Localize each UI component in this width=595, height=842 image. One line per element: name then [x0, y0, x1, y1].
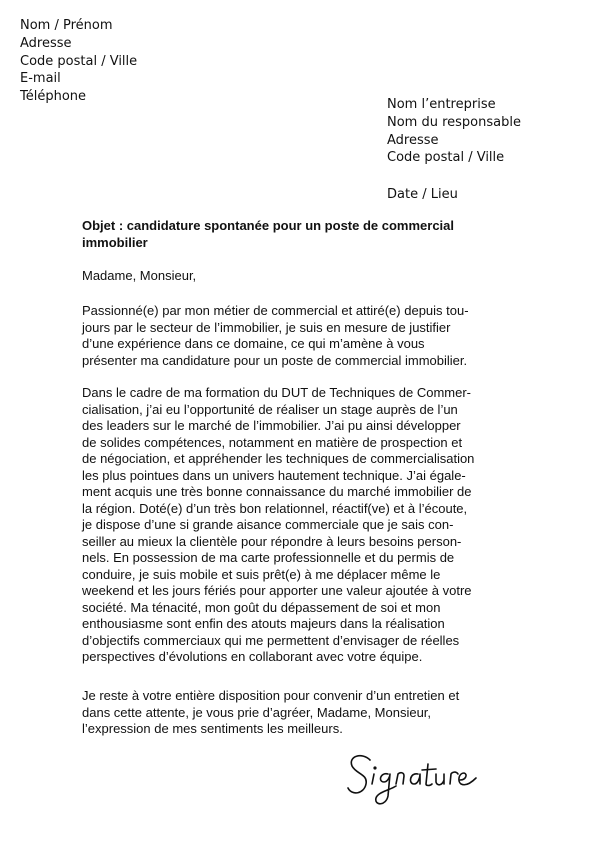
paragraph-line: société. Ma ténacité, mon goût du dépassement de soi et mon [82, 599, 441, 615]
paragraph-line: jours par le secteur de l’immobilier, je suis en mesure de justifier [82, 319, 451, 335]
handwritten-signature [344, 744, 494, 810]
subject-line-2: immobilier [82, 234, 148, 250]
recipient-postal-city: Code postal / Ville [387, 150, 505, 166]
paragraph-line: conduire, je suis mobile et suis prêt(e) à me déplacer même le [82, 566, 441, 582]
paragraph-line: weekend et les jours fériés pour apporter une valeur ajoutée à votre [82, 583, 472, 598]
paragraph-line: nels. En possession de ma carte professionnelle et du permis de [82, 550, 455, 565]
date-place: Date / Lieu [387, 187, 458, 202]
subject-line-1: Objet : candidature spontanée pour un poste de commercial [82, 218, 455, 233]
paragraph-line: seiller au mieux la clientèle pour répondre à leurs besoins person- [82, 533, 462, 549]
paragraph-line: les plus pointues dans un univers hautement technique. J’ai égale- [82, 467, 466, 483]
sender-name: Nom / Prénom [20, 18, 113, 33]
paragraph-line: perspectives d’évolutions en collaborant avec votre équipe. [82, 649, 423, 664]
recipient-block [387, 96, 521, 167]
paragraph-line: ment acquis une très bonne connaissance du marché immobilier de [82, 484, 472, 499]
sender-phone: Téléphone [20, 89, 87, 105]
recipient-company: Nom l’entreprise [387, 97, 496, 112]
paragraph-experience [82, 385, 474, 666]
paragraph-line: d’une expérience dans ce domaine, ce qui m’amène à vous [82, 336, 425, 351]
paragraph-line: d’objectifs commerciaux qui me permettent d’envisager de réelles [82, 632, 460, 648]
paragraph-line: dans cette attente, je vous prie d’agréer, Madame, Monsieur, [82, 704, 432, 720]
paragraph-line: enthousiasme sont enfin des atouts majeurs dans la réalisation [82, 616, 445, 631]
paragraph-line: des leaders sur le marché de l’immobilier. J’ai pu ainsi développer [82, 418, 461, 433]
paragraph-line: l’expression de mes sentiments les meilleurs. [82, 721, 343, 736]
sender-block [20, 17, 137, 106]
sender-postal-city: Code postal / Ville [20, 53, 138, 69]
paragraph-line: Passionné(e) par mon métier de commercial et attiré(e) depuis tou- [82, 303, 469, 318]
paragraph-line: je dispose d’une si grande aisance commerciale que je sais con- [82, 517, 454, 532]
paragraph-line: Je reste à votre entière disposition pour convenir d’un entretien et [82, 688, 460, 703]
paragraph-line: la région. Doté(e) d’un très bon relationnel, réactif(ve) et à l’écoute, [82, 500, 468, 516]
sender-email: E-mail [20, 71, 61, 87]
paragraph-line: de solides compétences, notamment en matière de prospection et [82, 434, 463, 450]
salutation: Madame, Monsieur, [82, 268, 197, 283]
paragraph-closing [82, 688, 459, 738]
subject-line [82, 218, 454, 251]
paragraph-line: Dans le cadre de ma formation du DUT de Techniques de Commer- [82, 385, 471, 400]
recipient-address: Adresse [387, 132, 439, 148]
sender-address: Adresse [20, 35, 72, 51]
paragraph-line: de négociation, et appréhender les techniques de commercialisation [82, 451, 475, 466]
recipient-manager: Nom du responsable [387, 114, 521, 130]
paragraph-motivation [82, 303, 469, 369]
paragraph-line: cialisation, j’ai eu l’opportunité de réaliser un stage auprès de l’un [82, 401, 458, 417]
paragraph-line: présenter ma candidature pour un poste de commercial immobilier. [82, 352, 468, 368]
